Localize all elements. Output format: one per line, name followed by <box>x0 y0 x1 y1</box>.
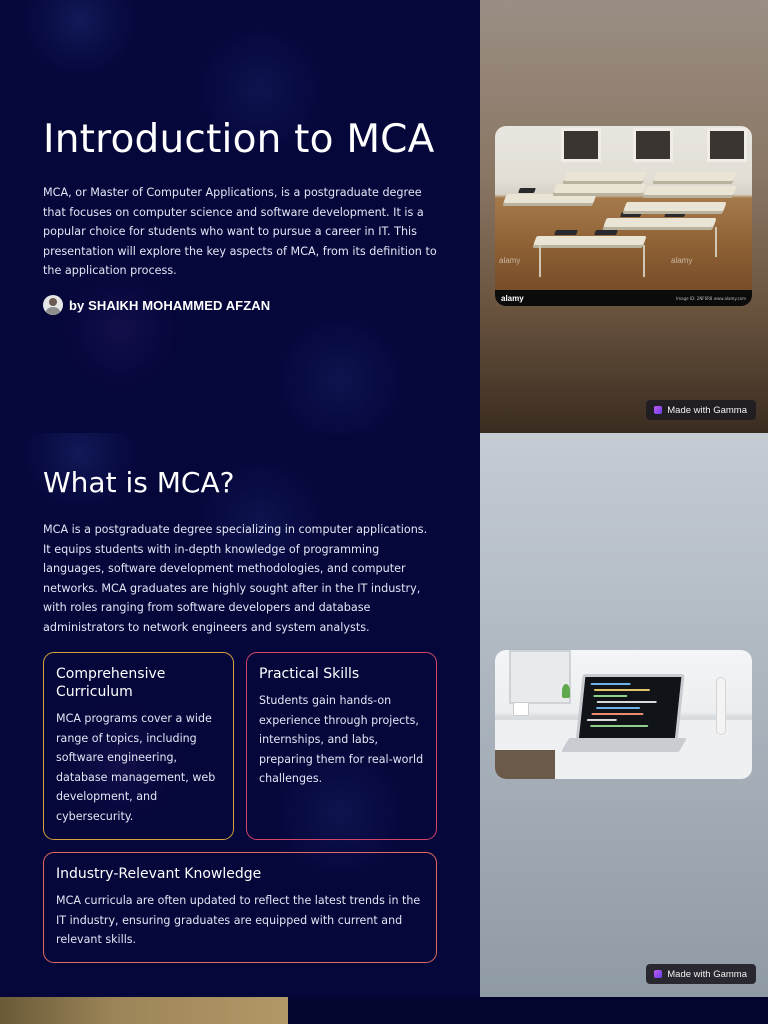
gamma-badge-label: Made with Gamma <box>667 404 747 416</box>
desk-leg <box>643 245 645 277</box>
card-text: MCA curricula are often updated to reflect the latest trends in the IT industry, ensuring graduates are equipped with current and relevant skills. <box>56 894 421 947</box>
card-comprehensive-curriculum <box>43 652 234 840</box>
desk-drawer <box>495 750 555 779</box>
code-line <box>587 719 617 721</box>
laptop <box>620 212 642 217</box>
wall-socket <box>717 678 725 734</box>
desk <box>653 172 736 181</box>
next-slide-background <box>288 997 768 1024</box>
author-byline <box>43 295 270 315</box>
image-credit-bar <box>495 290 752 306</box>
desk <box>533 236 646 245</box>
plant <box>562 684 570 698</box>
card-text: Students gain hands-on experience through projects, internships, and labs, preparing them for real-world challenges. <box>259 694 424 786</box>
card-title: Comprehensive Curriculum <box>56 666 166 700</box>
card-practical-skills <box>246 652 437 840</box>
mug <box>513 702 529 716</box>
classroom-photo <box>495 126 752 306</box>
gamma-logo-icon <box>654 406 662 414</box>
next-slide-image-preview <box>0 997 288 1024</box>
window <box>633 128 673 162</box>
gamma-badge-label: Made with Gamma <box>667 968 747 980</box>
code-line <box>597 701 657 703</box>
desk <box>603 218 716 227</box>
desk <box>643 186 736 195</box>
code-line <box>594 689 650 691</box>
made-with-gamma-badge[interactable] <box>646 400 756 420</box>
desk <box>503 194 596 203</box>
laptop-screen <box>575 674 684 744</box>
card-text: MCA programs cover a wide range of topics, including software engineering, database management, web development, and cybersecurity. <box>56 712 216 823</box>
classroom-scene <box>495 126 752 306</box>
slide-title: Introduction to MCA <box>43 117 435 162</box>
desk-leg <box>539 245 541 277</box>
slide-introduction <box>0 0 768 433</box>
desk <box>553 184 646 193</box>
desk-leg <box>715 227 717 257</box>
slide-title: What is MCA? <box>43 466 235 499</box>
image-watermark: alamy <box>671 256 693 265</box>
desk <box>563 172 646 181</box>
slide-body-text: MCA is a postgraduate degree specializing in computer applications. It equips students with in-depth knowledge of programming languages, software development methodologies, and computer networks. MCA graduates are highly sought after in the IT industry, with roles ranging from software developers and database administrators to network engineers and system analysts. <box>43 523 428 634</box>
laptop-desk-photo <box>495 650 752 779</box>
laptop-keyboard <box>561 738 687 752</box>
code-line <box>591 713 643 715</box>
laptop <box>518 188 536 193</box>
laptop <box>594 230 618 235</box>
code-line <box>593 695 627 697</box>
code-line <box>596 707 640 709</box>
gamma-logo-icon <box>654 970 662 978</box>
image-info-text: Image ID: 2NF6R8 www.alamy.com <box>676 295 746 301</box>
code-line <box>591 683 631 685</box>
made-with-gamma-badge[interactable] <box>646 964 756 984</box>
desk <box>623 202 726 211</box>
author-name: by SHAIKH MOHAMMED AFZAN <box>69 297 271 313</box>
image-watermark: alamy <box>499 256 521 265</box>
laptop <box>664 212 686 217</box>
window <box>707 128 747 162</box>
author-avatar <box>43 295 63 315</box>
slide-description: MCA, or Master of Computer Applications, is a postgraduate degree that focuses on computer science and software development. It is a popular choice for students who want to pursue a career in IT. This presentation will explore the key aspects of MCA, from its definition to the application process. <box>43 186 437 278</box>
card-title: Industry-Relevant Knowledge <box>56 866 262 882</box>
desk-scene <box>495 650 752 779</box>
laptop <box>554 230 578 235</box>
card-title: Practical Skills <box>259 666 360 682</box>
window <box>561 128 601 162</box>
code-line <box>590 725 648 727</box>
card-industry-relevant-knowledge <box>43 852 437 963</box>
alamy-logo: alamy <box>501 293 524 303</box>
